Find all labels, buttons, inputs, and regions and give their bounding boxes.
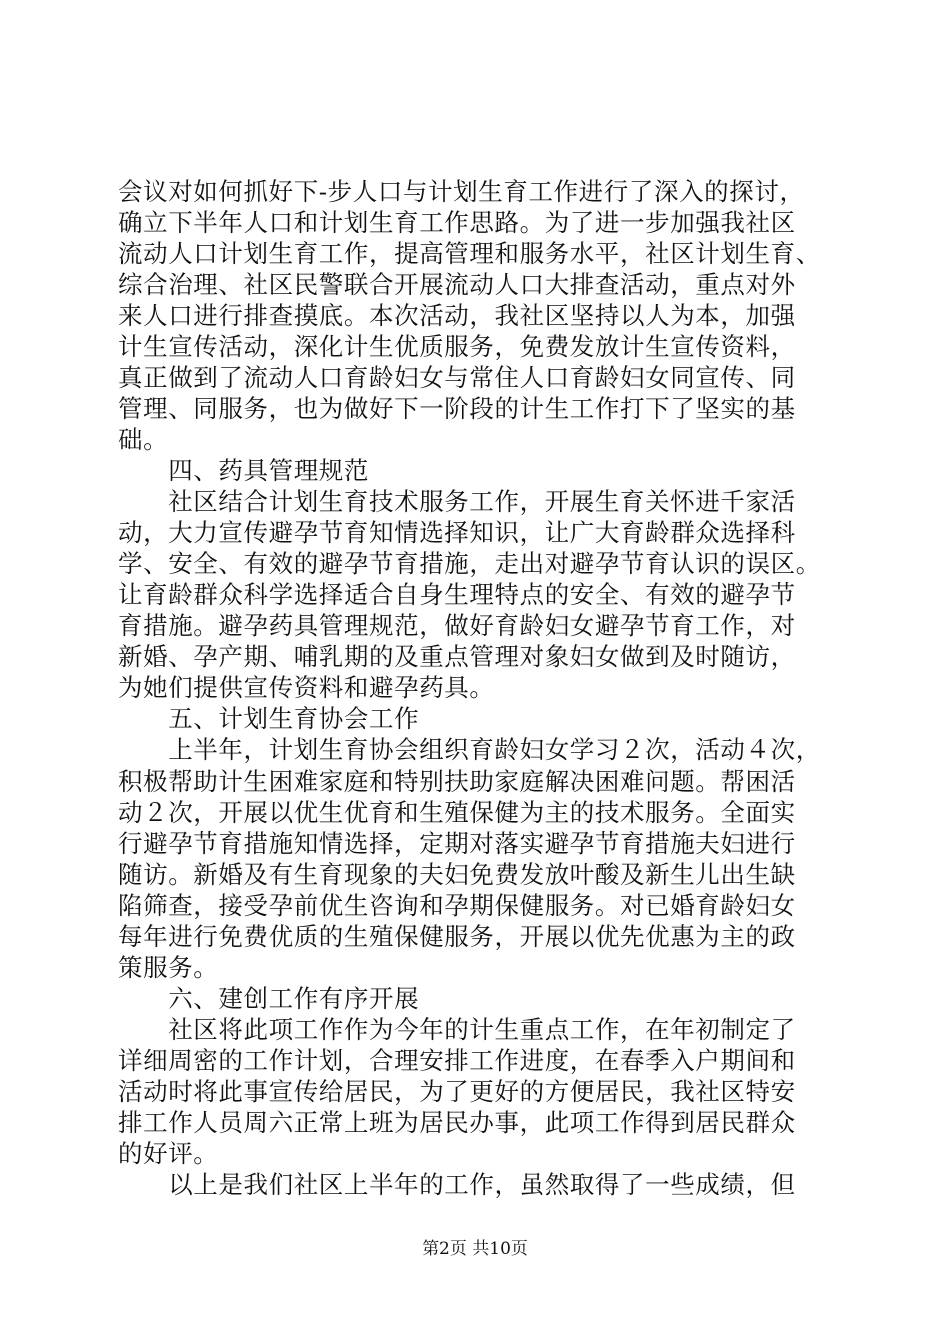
text-line: 随访。新婚及有生育现象的夫妇免费发放叶酸及新生儿出生缺 (118, 859, 796, 889)
section-heading: 五、计划生育协会工作 (118, 704, 420, 734)
text-line: 每年进行免费优质的生殖保健服务，开展以优先优惠为主的政 (118, 921, 796, 951)
text-line: 流动人口计划生育工作，提高管理和服务水平，社区计划生育、 (118, 239, 821, 269)
text-line: 上半年，计划生育协会组织育龄妇女学习２次，活动４次， (118, 735, 821, 765)
section-heading: 六、建创工作有序开展 (118, 983, 420, 1013)
text-line: 管理、同服务，也为做好下一阶段的计生工作打下了坚实的基 (118, 394, 796, 424)
text-line: 确立下半年人口和计划生育工作思路。为了进一步加强我社区 (118, 208, 796, 238)
text-line: 育措施。避孕药具管理规范，做好育龄妇女避孕节育工作，对 (118, 611, 796, 641)
text-line: 行避孕节育措施知情选择，定期对落实避孕节育措施夫妇进行 (118, 828, 796, 858)
text-line: 综合治理、社区民警联合开展流动人口大排查活动，重点对外 (118, 270, 796, 300)
page-footer: 第2页 共10页 (422, 1239, 528, 1259)
section-heading: 四、药具管理规范 (118, 456, 369, 486)
text-line: 动２次，开展以优生优育和生殖保健为主的技术服务。全面实 (118, 797, 796, 827)
text-line: 积极帮助计生困难家庭和特别扶助家庭解决困难问题。帮困活 (118, 766, 796, 796)
text-line: 社区结合计划生育技术服务工作，开展生育关怀进千家活 (118, 487, 796, 517)
text-line: 会议对如何抓好下-步人口与计划生育工作进行了深入的探讨， (118, 177, 805, 206)
text-line: 策服务。 (118, 952, 219, 982)
text-line: 真正做到了流动人口育龄妇女与常住人口育龄妇女同宣传、同 (118, 363, 796, 393)
text-line: 陷筛查，接受孕前优生咨询和孕期保健服务。对已婚育龄妇女 (118, 890, 796, 920)
text-line: 让育龄群众科学选择适合自身生理特点的安全、有效的避孕节 (118, 580, 796, 610)
text-line: 新婚、孕产期、哺乳期的及重点管理对象妇女做到及时随访， (118, 642, 796, 672)
text-line: 详细周密的工作计划，合理安排工作进度，在春季入户期间和 (118, 1045, 796, 1075)
text-line: 活动时将此事宣传给居民，为了更好的方便居民，我社区特安 (118, 1076, 796, 1106)
text-line: 的好评。 (118, 1138, 219, 1168)
text-line: 以上是我们社区上半年的工作，虽然取得了一些成绩，但 (118, 1169, 796, 1199)
text-line: 社区将此项工作作为今年的计生重点工作，在年初制定了 (118, 1014, 796, 1044)
text-line: 为她们提供宣传资料和避孕药具。 (118, 673, 495, 703)
text-line: 学、安全、有效的避孕节育措施，走出对避孕节育认识的误区。 (118, 549, 821, 579)
text-line: 来人口进行排查摸底。本次活动，我社区坚持以人为本，加强 (118, 301, 796, 331)
text-line: 计生宣传活动，深化计生优质服务，免费发放计生宣传资料， (118, 332, 796, 362)
text-line: 础。 (118, 425, 169, 455)
text-line: 排工作人员周六正常上班为居民办事，此项工作得到居民群众 (118, 1107, 796, 1137)
text-line: 动，大力宣传避孕节育知情选择知识，让广大育龄群众选择科 (118, 518, 796, 548)
